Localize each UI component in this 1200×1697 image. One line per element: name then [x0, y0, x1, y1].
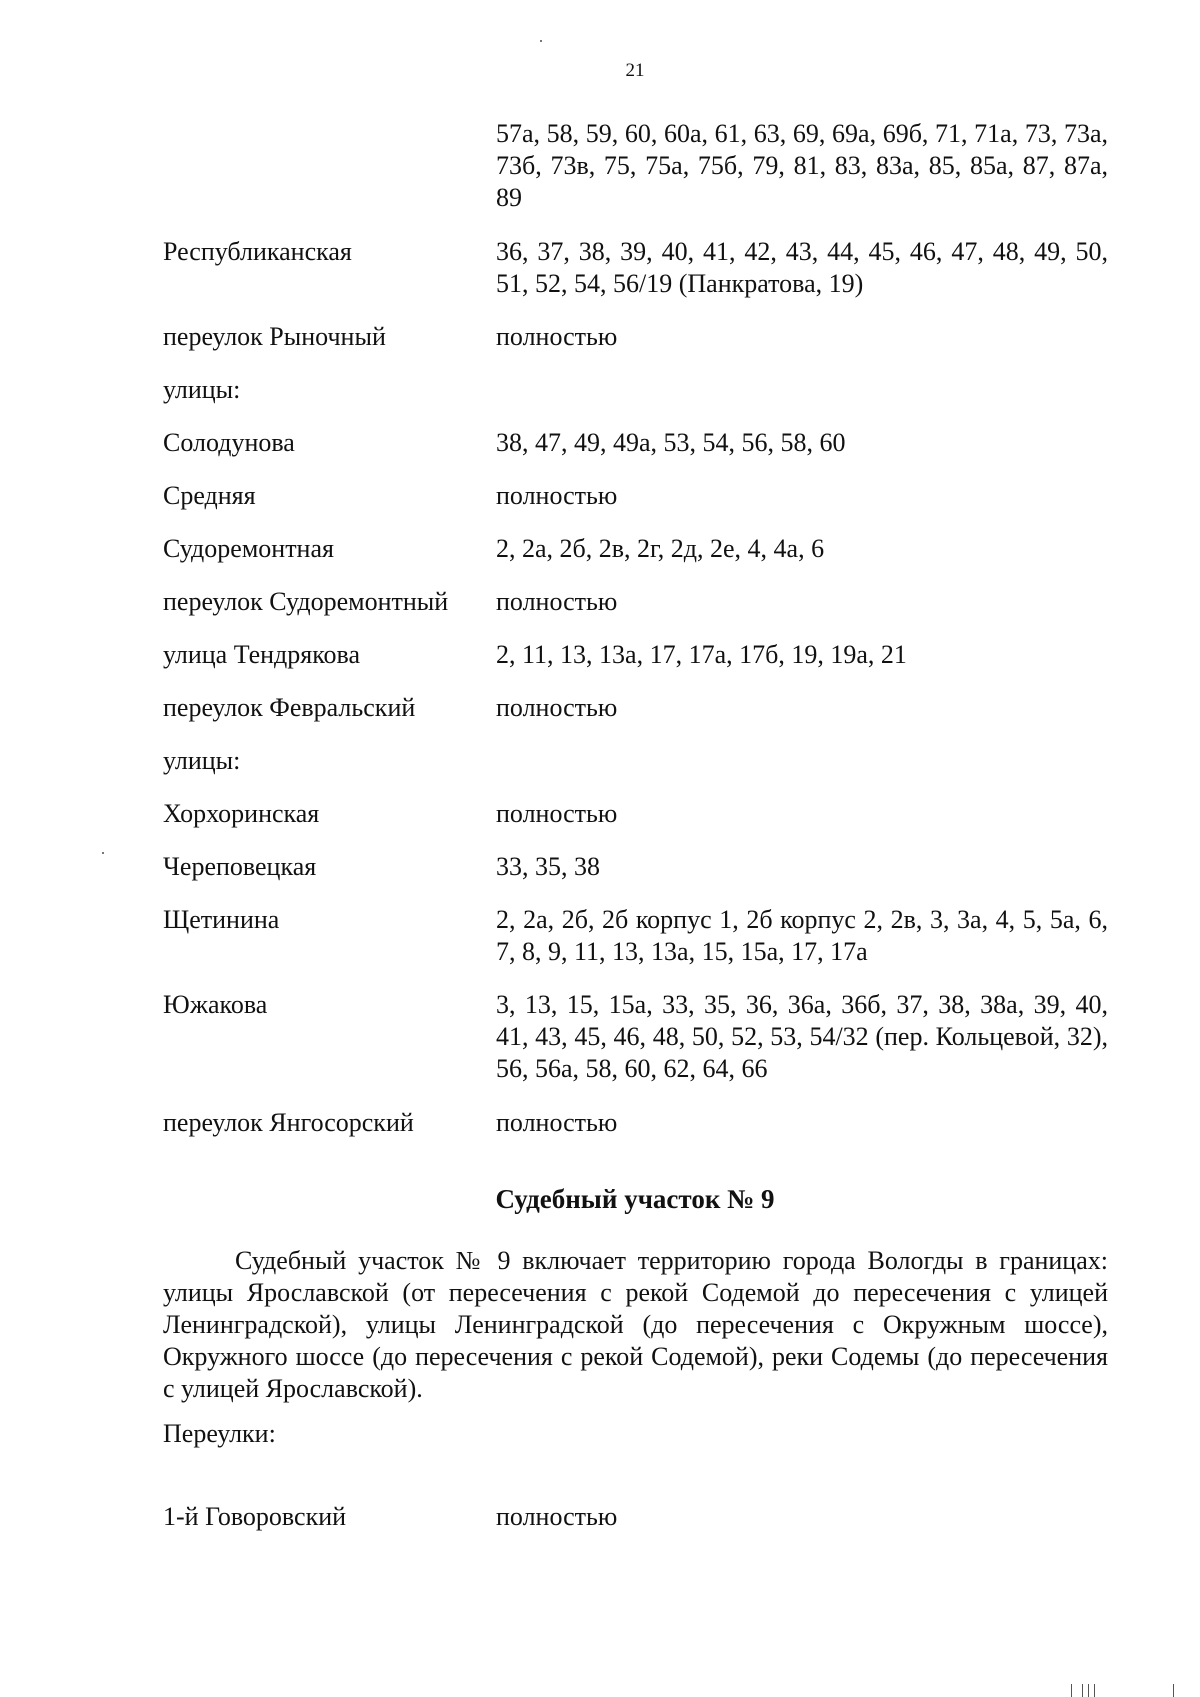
- house-numbers: полностью: [496, 587, 618, 616]
- street-name: переулок Янгосорский: [163, 1108, 414, 1137]
- street-name: Южакова: [163, 990, 268, 1019]
- scan-speck: [102, 852, 104, 854]
- street-name: улицы:: [163, 375, 241, 404]
- section-heading: Судебный участок № 9: [495, 1184, 775, 1214]
- house-numbers: 2, 11, 13, 13а, 17, 17а, 17б, 19, 19а, 21: [496, 640, 907, 669]
- street-name: Средняя: [163, 481, 256, 510]
- house-numbers: полностью: [496, 481, 618, 510]
- scan-mark: [1094, 1684, 1095, 1697]
- street-name: Хорхоринская: [163, 799, 320, 828]
- scan-mark: [1088, 1684, 1089, 1697]
- house-numbers: 33, 35, 38: [496, 852, 600, 881]
- house-numbers: 2, 2а, 2б, 2в, 2г, 2д, 2е, 4, 4а, 6: [496, 534, 825, 563]
- scan-mark: [1071, 1684, 1072, 1697]
- street-name: Череповецкая: [163, 852, 317, 881]
- house-numbers: полностью: [496, 799, 618, 828]
- street-name: улица Тендрякова: [163, 640, 361, 669]
- street-name: Судоремонтная: [163, 534, 334, 563]
- house-numbers: полностью: [496, 322, 618, 351]
- street-name: переулок Рыночный: [163, 322, 386, 351]
- street-name: 1-й Говоровский: [163, 1502, 347, 1531]
- street-name: Переулки:: [163, 1419, 276, 1448]
- page-number: 21: [625, 60, 645, 81]
- house-numbers: 2, 2а, 2б, 2б корпус 1, 2б корпус 2, 2в, 3, 3а, 4, 5, 5а, 6, 7, 8, 9, 11, 13, 13а, 15, 15а, 17, 17а: [496, 905, 1108, 966]
- scan-mark: [1082, 1684, 1083, 1697]
- street-name: Солодунова: [163, 428, 295, 457]
- house-numbers: 38, 47, 49, 49а, 53, 54, 56, 58, 60: [496, 428, 846, 457]
- street-name: переулок Февральский: [163, 693, 416, 722]
- scan-mark: [1173, 1684, 1174, 1697]
- house-numbers: полностью: [496, 693, 618, 722]
- house-numbers: 57а, 58, 59, 60, 60а, 61, 63, 69, 69а, 69б, 71, 71а, 73, 73а, 73б, 73в, 75, 75а, 75б, 79, 81, 83, 83а, 85, 85а, 87, 87а, 89: [496, 119, 1108, 212]
- house-numbers: 3, 13, 15, 15а, 33, 35, 36, 36а, 36б, 37, 38, 38а, 39, 40, 41, 43, 45, 46, 48, 50, 52, 53, 54/32 (пер. Кольцевой, 32), 56, 56а, 58, 60, 62, 64, 66: [496, 990, 1108, 1083]
- section-description: Судебный участок № 9 включает территорию города Вологды в границах: улицы Ярославской (от пересечения с рекой Содемой до пересечения с улицей Ленинградской), улицы Ленинградской (до пересечения с Окружным шоссе), Окружного шоссе (до пересечения с рекой Содемой), реки Содемы (до пересечения с улицей Ярославской).: [163, 1246, 1108, 1403]
- house-numbers: полностью: [496, 1502, 618, 1531]
- street-name: Республиканская: [163, 237, 352, 266]
- house-numbers: полностью: [496, 1108, 618, 1137]
- house-numbers: 36, 37, 38, 39, 40, 41, 42, 43, 44, 45, 46, 47, 48, 49, 50, 51, 52, 54, 56/19 (Панкратова, 19): [496, 237, 1108, 298]
- street-name: Щетинина: [163, 905, 280, 934]
- street-name: переулок Судоремонтный: [163, 587, 449, 616]
- street-name: улицы:: [163, 746, 241, 775]
- scan-speck: [540, 40, 542, 42]
